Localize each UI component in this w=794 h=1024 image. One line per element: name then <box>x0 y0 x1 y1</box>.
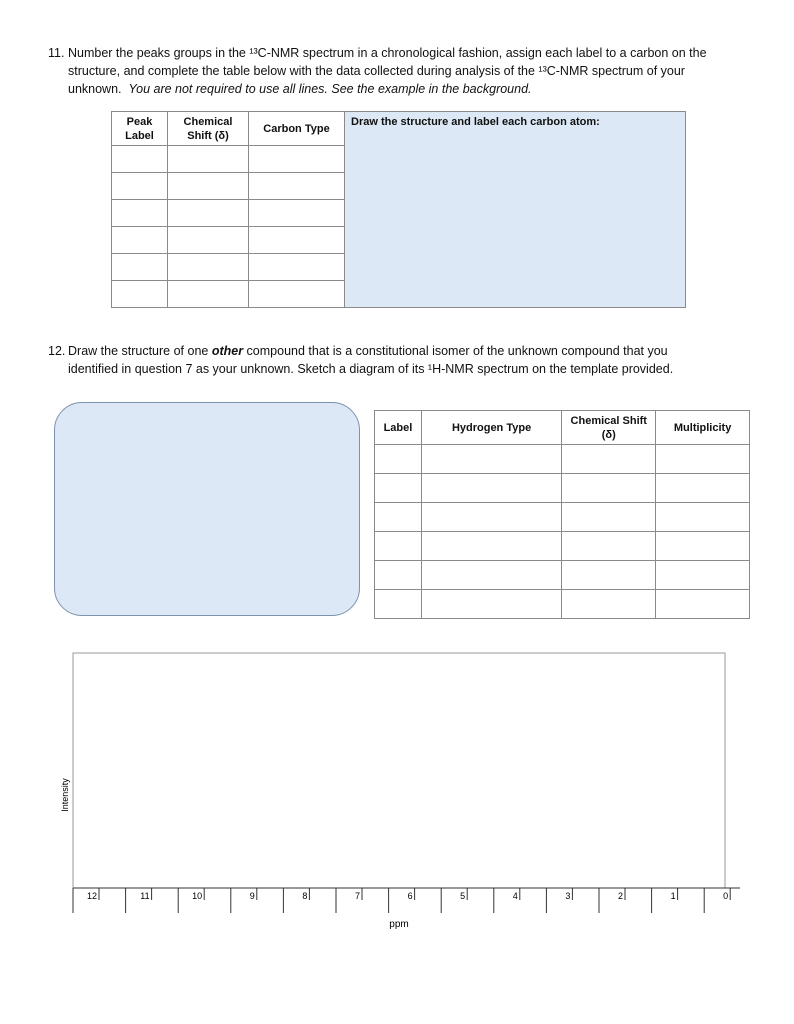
table-cell[interactable] <box>112 200 168 227</box>
table-cell[interactable] <box>421 503 561 532</box>
tick-label: 1 <box>670 891 676 901</box>
question-number: 12. <box>48 344 66 358</box>
table-cell[interactable] <box>249 254 345 281</box>
question-11-line-2: structure, and complete the table below with the data collected during analysis of the ¹³C-NMR spectrum of your <box>68 64 685 78</box>
header-chemical-shift: Chemical Shift (δ) <box>168 112 249 146</box>
table-cell[interactable] <box>421 474 561 503</box>
x-axis-label: ppm <box>389 919 409 930</box>
table-cell[interactable] <box>375 503 422 532</box>
table-cell[interactable] <box>375 445 422 474</box>
tick-label: 6 <box>407 891 413 901</box>
question-11-instruction: You are not required to use all lines. See the example in the background. <box>128 82 532 96</box>
table-cell[interactable] <box>421 445 561 474</box>
table-cell[interactable] <box>249 146 345 173</box>
structure-drawing-area[interactable] <box>345 112 686 308</box>
draw-structure-label: Draw the structure and label each carbon atom: <box>351 116 600 128</box>
table-cell[interactable] <box>656 561 750 590</box>
table-cell[interactable] <box>112 173 168 200</box>
table-cell[interactable] <box>112 254 168 281</box>
table-cell[interactable] <box>656 503 750 532</box>
table-cell[interactable] <box>112 281 168 308</box>
table-cell[interactable] <box>656 532 750 561</box>
ppm-ticks <box>73 888 730 913</box>
table-cell[interactable] <box>249 227 345 254</box>
emphasis-other: other <box>211 344 244 358</box>
table-cell[interactable] <box>168 227 249 254</box>
table-cell[interactable] <box>421 590 561 619</box>
table-cell[interactable] <box>421 532 561 561</box>
table-cell[interactable] <box>375 590 422 619</box>
table-cell[interactable] <box>168 146 249 173</box>
table-cell[interactable] <box>168 281 249 308</box>
table-cell[interactable] <box>375 474 422 503</box>
question-11 <box>48 44 758 98</box>
table-cell[interactable] <box>562 590 656 619</box>
table-cell[interactable] <box>112 227 168 254</box>
header-label: Label <box>375 411 422 445</box>
question-12: 12. Draw the structure of one other compound that is a constitutional isomer of the unknown compound that you identified in question 7 as your unknown. Sketch a diagram of its ¹H-NMR spectrum on the template provided. <box>48 342 758 378</box>
header-multiplicity: Multiplicity <box>656 411 750 445</box>
table-cell[interactable] <box>112 146 168 173</box>
table-cell[interactable] <box>249 200 345 227</box>
spectrum-plot-frame <box>73 653 725 888</box>
carbon-nmr-table <box>111 111 686 308</box>
table-cell[interactable] <box>375 532 422 561</box>
tick-label: 0 <box>723 891 729 901</box>
table-cell[interactable] <box>562 561 656 590</box>
table-cell[interactable] <box>249 173 345 200</box>
tick-label: 4 <box>512 891 518 901</box>
header-chemical-shift: Chemical Shift (δ) <box>562 411 656 445</box>
table-cell[interactable] <box>562 503 656 532</box>
table-cell[interactable] <box>656 590 750 619</box>
tick-label: 2 <box>617 891 623 901</box>
isomer-structure-box[interactable] <box>54 402 360 616</box>
table-cell[interactable] <box>562 474 656 503</box>
header-peak-label: Peak Label <box>112 112 168 146</box>
tick-label: 12 <box>86 891 97 901</box>
y-axis-label: Intensity <box>60 778 70 812</box>
header-carbon-type: Carbon Type <box>249 112 345 146</box>
question-12-line-2: identified in question 7 as your unknown. Sketch a diagram of its ¹H-NMR spectrum on the template provided. <box>68 362 674 376</box>
tick-label: 5 <box>460 891 466 901</box>
table-cell[interactable] <box>168 200 249 227</box>
proton-nmr-table <box>374 410 750 619</box>
table-cell[interactable] <box>562 532 656 561</box>
question-11-line-3: unknown. <box>68 82 122 96</box>
tick-label: 10 <box>192 891 203 901</box>
table-cell[interactable] <box>168 254 249 281</box>
table-cell[interactable] <box>249 281 345 308</box>
table-cell[interactable] <box>375 561 422 590</box>
question-11-line-1: Number the peaks groups in the ¹³C-NMR spectrum in a chronological fashion, assign each label to a carbon on the <box>68 46 707 60</box>
nmr-spectrum-template[interactable] <box>0 645 794 945</box>
tick-label: 3 <box>565 891 571 901</box>
header-hydrogen-type: Hydrogen Type <box>421 411 561 445</box>
table-cell[interactable] <box>421 561 561 590</box>
question-number: 11. <box>48 46 65 60</box>
table-cell[interactable] <box>656 474 750 503</box>
tick-label: 11 <box>140 891 150 901</box>
table-cell[interactable] <box>168 173 249 200</box>
table-cell[interactable] <box>656 445 750 474</box>
table-cell[interactable] <box>562 445 656 474</box>
tick-label: 7 <box>354 891 360 901</box>
tick-label: 9 <box>249 891 255 901</box>
tick-label: 8 <box>302 891 308 901</box>
